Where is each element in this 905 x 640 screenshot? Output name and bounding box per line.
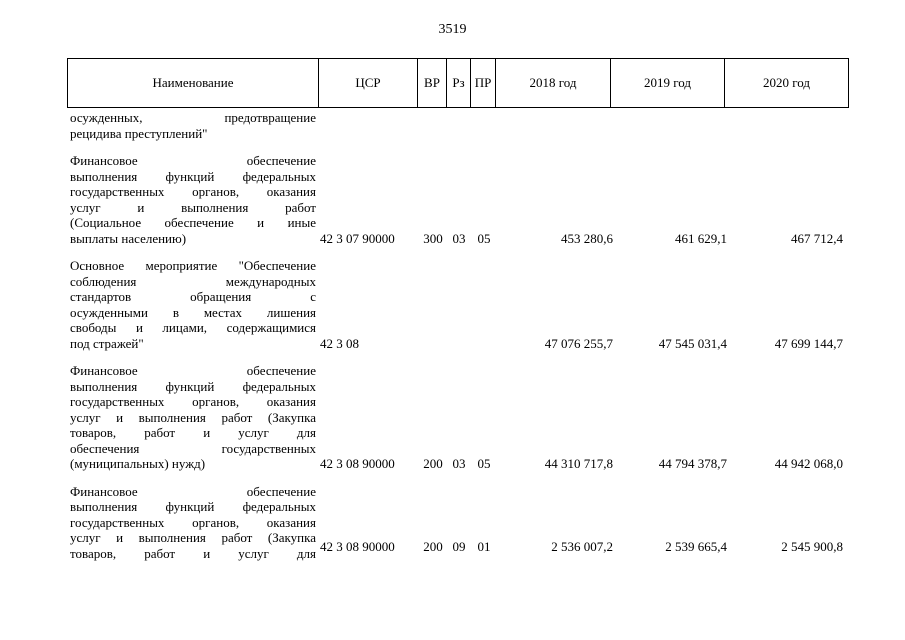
row-name-line: стандартов обращения с xyxy=(70,289,316,304)
row-name-line: (муниципальных) нужд) xyxy=(70,456,206,471)
row-name-line: услуг и выполнения работ (Закупка xyxy=(70,530,316,545)
row-name-line: соблюдения международных xyxy=(70,273,316,289)
row-pr: 01 xyxy=(477,538,491,554)
page-number: 3519 xyxy=(438,22,467,37)
row-value-2019: 461 629,1 xyxy=(675,230,727,246)
row-name-line: свободы и лицами, содержащимися xyxy=(70,320,316,335)
row-value-2018: 2 536 007,2 xyxy=(551,538,613,554)
row-name-line: выполнения функций федеральных xyxy=(70,499,316,514)
row-name-line: под стражей" xyxy=(70,335,144,351)
row-name-line: услуг и выполнения работ xyxy=(70,199,316,215)
row-vr: 300 xyxy=(423,230,443,246)
row-name xyxy=(67,363,316,472)
row-name-line: государственных органов, оказания xyxy=(70,184,316,199)
row-pr: 05 xyxy=(477,456,491,471)
row-vr: 200 xyxy=(423,538,443,554)
table-row xyxy=(67,363,848,472)
row-name-line: услуг и выполнения работ (Закупка xyxy=(70,409,316,425)
row-name-line: товаров, работ и услуг для xyxy=(70,545,316,561)
row-name-line: (Социальное обеспечение и иные xyxy=(70,215,316,230)
row-name-line: Финансовое обеспечение xyxy=(70,153,316,168)
column-header-vr: ВР xyxy=(418,59,447,108)
row-name-line: осужденных, предотвращение xyxy=(70,110,316,125)
row-name-line: Основное мероприятие "Обеспечение xyxy=(70,258,316,273)
row-name-line: Финансовое обеспечение xyxy=(70,483,316,499)
row-vr: 200 xyxy=(423,456,443,471)
column-header-2019: 2019 год xyxy=(611,59,725,108)
table-row xyxy=(67,258,848,351)
column-header-name: Наименование xyxy=(68,59,319,108)
row-name xyxy=(67,484,316,562)
row-name-line: государственных органов, оказания xyxy=(70,514,316,530)
row-rz: 03 xyxy=(452,456,466,471)
row-name-line: государственных органов, оказания xyxy=(70,394,316,409)
row-name xyxy=(67,153,316,246)
row-name-line: выполнения функций федеральных xyxy=(70,168,316,184)
row-value-2018: 453 280,6 xyxy=(561,230,613,246)
row-csr: 42 3 08 xyxy=(320,335,359,351)
row-name xyxy=(67,258,316,351)
row-value-2019: 44 794 378,7 xyxy=(658,456,727,471)
row-name-line: товаров, работ и услуг для xyxy=(70,425,316,440)
row-csr: 42 3 08 90000 xyxy=(320,456,395,471)
row-value-2019: 2 539 665,4 xyxy=(665,538,727,554)
column-header-pr: ПР xyxy=(471,59,496,108)
row-pr: 05 xyxy=(477,230,491,246)
column-header-csr: ЦСР xyxy=(319,59,418,108)
row-value-2020: 467 712,4 xyxy=(791,230,843,246)
row-name xyxy=(67,110,316,141)
column-header-2020: 2020 год xyxy=(725,59,849,108)
row-rz: 03 xyxy=(452,230,466,246)
row-name-line: выполнения функций федеральных xyxy=(70,378,316,394)
row-value-2020: 2 545 900,8 xyxy=(781,538,843,554)
row-name-line: выплаты населению) xyxy=(70,230,187,246)
column-header-rz: Рз xyxy=(447,59,471,108)
row-name-line: осужденными в местах лишения xyxy=(70,304,316,320)
table-row xyxy=(67,484,848,562)
row-value-2020: 44 942 068,0 xyxy=(774,456,843,471)
table-header xyxy=(67,58,849,108)
table-body xyxy=(67,110,848,561)
row-csr: 42 3 08 90000 xyxy=(320,538,395,554)
row-name-line: Финансовое обеспечение xyxy=(70,363,316,378)
table-row xyxy=(67,153,848,246)
row-value-2018: 47 076 255,7 xyxy=(544,335,613,351)
row-value-2019: 47 545 031,4 xyxy=(658,335,727,351)
column-header-2018: 2018 год xyxy=(496,59,611,108)
row-value-2018: 44 310 717,8 xyxy=(544,456,613,471)
row-value-2020: 47 699 144,7 xyxy=(774,335,843,351)
row-name-line: рецидива преступлений" xyxy=(70,125,208,141)
table-row xyxy=(67,110,848,141)
row-csr: 42 3 07 90000 xyxy=(320,230,395,246)
row-rz: 09 xyxy=(452,538,466,554)
row-name-line: обеспечения государственных xyxy=(70,440,316,456)
